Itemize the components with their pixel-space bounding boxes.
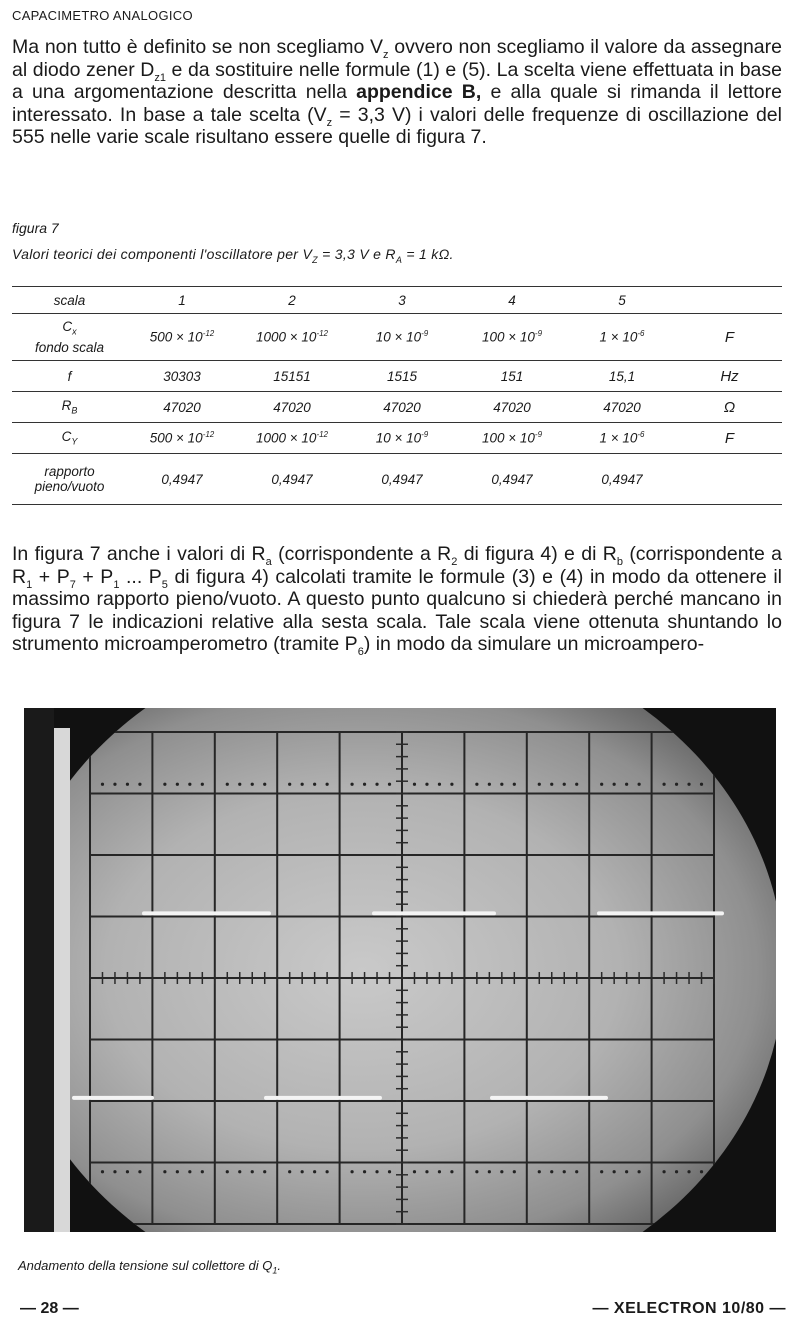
table-header-row	[12, 286, 782, 314]
dot	[425, 783, 428, 786]
cx-cell-1: $500 \times 10^{-12}$	[149, 329, 215, 345]
dot	[625, 1170, 628, 1173]
dot	[350, 1170, 353, 1173]
header-col-3: 3	[398, 292, 406, 308]
row-label-cy: $C_Y$	[61, 429, 78, 447]
dot	[488, 1170, 491, 1173]
row-label-f: f	[67, 368, 72, 384]
dot	[126, 1170, 129, 1173]
dot	[500, 783, 503, 786]
component-values-table	[12, 286, 782, 505]
page-number: — 28 —	[20, 1300, 79, 1317]
rapporto-cell-2: 0,4947	[271, 471, 313, 487]
f-cell-4: 151	[500, 368, 524, 384]
dot	[176, 783, 179, 786]
figure-label: figura 7	[12, 220, 59, 236]
dot	[625, 783, 628, 786]
dot	[288, 1170, 291, 1173]
dot	[363, 1170, 366, 1173]
dot	[288, 783, 291, 786]
dot	[513, 783, 516, 786]
dot	[326, 783, 329, 786]
dot	[326, 1170, 329, 1173]
dot	[388, 1170, 391, 1173]
rb-unit: Ω	[723, 398, 736, 416]
dot	[201, 783, 204, 786]
dot	[188, 1170, 191, 1173]
header-col-1: 1	[178, 292, 186, 308]
rb-cell-3: 47020	[383, 399, 421, 415]
cx-cell-5: $1 \times 10^{-6}$	[599, 329, 645, 345]
dot	[101, 783, 104, 786]
header-label: scala	[53, 292, 86, 308]
dot	[438, 1170, 441, 1173]
rb-cell-1: 47020	[163, 399, 201, 415]
dot	[263, 1170, 266, 1173]
table-row-rb	[12, 392, 782, 423]
f-cell-2: 15151	[273, 368, 311, 384]
dot	[126, 783, 129, 786]
dot	[675, 783, 678, 786]
dot	[425, 1170, 428, 1173]
f-cell-3: 1515	[386, 368, 418, 384]
dot	[413, 783, 416, 786]
dot	[375, 783, 378, 786]
dot	[313, 783, 316, 786]
row-label-rb: $R_B$	[61, 398, 78, 416]
dot	[687, 783, 690, 786]
dot	[226, 1170, 229, 1173]
dot	[251, 1170, 254, 1173]
dot	[301, 783, 304, 786]
dot	[662, 1170, 665, 1173]
dot	[613, 783, 616, 786]
rapporto-cell-3: 0,4947	[381, 471, 423, 487]
dot	[675, 1170, 678, 1173]
dot	[638, 783, 641, 786]
dot	[538, 1170, 541, 1173]
oscilloscope-screen	[24, 708, 776, 1232]
dot	[101, 1170, 104, 1173]
cx-cell-4: $100 \times 10^{-9}$	[481, 329, 543, 345]
rapporto-cell-4: 0,4947	[491, 471, 533, 487]
cx-unit: F	[724, 328, 735, 346]
dot	[575, 1170, 578, 1173]
row-label-cx: $C_x$ fondo scala	[34, 319, 105, 355]
dot	[513, 1170, 516, 1173]
photo-caption: Andamento della tensione sul collettore di $Q_1$.	[18, 1258, 282, 1276]
f-cell-5: 15,1	[608, 368, 636, 384]
bezel-strip	[54, 728, 70, 1232]
intro-paragraph: Ma non tutto è definito se non scegliamo $V_z$ ovvero non scegliamo il valore da assegnare al diodo zener $D_{z1}$ e da sostituire nelle formule (1) e (5). La scelta viene effettuata in base a una argomentazione descritta nella appendice B, e alla quale si rimanda il lettore interessato. In base a tale scelta ($V_z = 3,3$ V) i valori delle frequenze di oscillazione del 555 nelle varie scale risultano essere quelle di figura 7.	[12, 36, 782, 148]
row-label-rapporto: rapporto pieno/vuoto	[34, 464, 105, 494]
dot	[188, 783, 191, 786]
magazine-footer: — XELECTRON 10/80 —	[592, 1300, 786, 1317]
dot	[301, 1170, 304, 1173]
header-col-5: 5	[618, 292, 626, 308]
dot	[138, 1170, 141, 1173]
dot	[600, 783, 603, 786]
dot	[313, 1170, 316, 1173]
dot	[488, 783, 491, 786]
dot	[538, 783, 541, 786]
dot	[251, 783, 254, 786]
rb-cell-5: 47020	[603, 399, 641, 415]
table-row-cx	[12, 314, 782, 361]
oscilloscope-photo	[24, 708, 776, 1232]
body-paragraph: In figura 7 anche i valori di $R_a$ (corrispondente a $R_2$ di figura 4) e di $R_b$ (corrispondente a $R_1 + P_7 + P_1$ ... $P_5$ di figura 4) calcolati tramite le formule (3) e (4) in modo da ottenere il massimo rapporto pieno/vuoto. A questo punto qualcuno si chiederà perché mancano in figura 7 le indicazioni relative alla sesta scala. Tale scala viene ottenuta shuntando lo strumento microamperometro (tramite $P_6$) in modo da simulare un microampero-	[12, 543, 782, 658]
dot	[163, 1170, 166, 1173]
dot	[563, 1170, 566, 1173]
dot	[375, 1170, 378, 1173]
header-col-4: 4	[508, 292, 516, 308]
dot	[113, 1170, 116, 1173]
cy-cell-3: $10 \times 10^{-9}$	[375, 430, 429, 446]
dot	[500, 1170, 503, 1173]
table-row-cy	[12, 423, 782, 454]
rapporto-cell-1: 0,4947	[161, 471, 203, 487]
dot	[238, 783, 241, 786]
dot	[438, 783, 441, 786]
cy-cell-2: $1000 \times 10^{-12}$	[256, 430, 328, 446]
dot	[238, 1170, 241, 1173]
dot	[450, 1170, 453, 1173]
dot	[600, 1170, 603, 1173]
table-row-rapporto	[12, 454, 782, 505]
dot	[662, 783, 665, 786]
dot	[638, 1170, 641, 1173]
running-header: CAPACIMETRO ANALOGICO	[12, 8, 193, 23]
dot	[363, 783, 366, 786]
dot	[388, 783, 391, 786]
dot	[550, 783, 553, 786]
rb-cell-4: 47020	[493, 399, 531, 415]
dot	[413, 1170, 416, 1173]
dot	[575, 783, 578, 786]
dot	[263, 783, 266, 786]
dot	[700, 1170, 703, 1173]
cy-cell-5: $1 \times 10^{-6}$	[599, 430, 645, 446]
rb-cell-2: 47020	[273, 399, 311, 415]
dot	[700, 783, 703, 786]
f-cell-1: 30303	[163, 368, 201, 384]
rapporto-cell-5: 0,4947	[601, 471, 643, 487]
cx-cell-2: $1000 \times 10^{-12}$	[256, 329, 328, 345]
cy-unit: F	[724, 429, 735, 447]
dot	[475, 783, 478, 786]
dot	[613, 1170, 616, 1173]
figure-caption: Valori teorici dei componenti l'oscillatore per $V_Z = 3,3$ V e $R_A = 1$ kΩ.	[12, 246, 454, 265]
cx-cell-3: $10 \times 10^{-9}$	[375, 329, 429, 345]
dot	[563, 783, 566, 786]
dot	[550, 1170, 553, 1173]
dot	[163, 783, 166, 786]
cy-cell-4: $100 \times 10^{-9}$	[481, 430, 543, 446]
dot	[450, 783, 453, 786]
table-row-f	[12, 361, 782, 392]
dot	[687, 1170, 690, 1173]
cy-cell-1: $500 \times 10^{-12}$	[149, 430, 215, 446]
dot	[226, 783, 229, 786]
dot	[475, 1170, 478, 1173]
dot	[201, 1170, 204, 1173]
dot	[113, 783, 116, 786]
f-unit: Hz	[720, 367, 739, 385]
dot	[138, 783, 141, 786]
dot	[176, 1170, 179, 1173]
header-col-2: 2	[288, 292, 296, 308]
dot	[350, 783, 353, 786]
